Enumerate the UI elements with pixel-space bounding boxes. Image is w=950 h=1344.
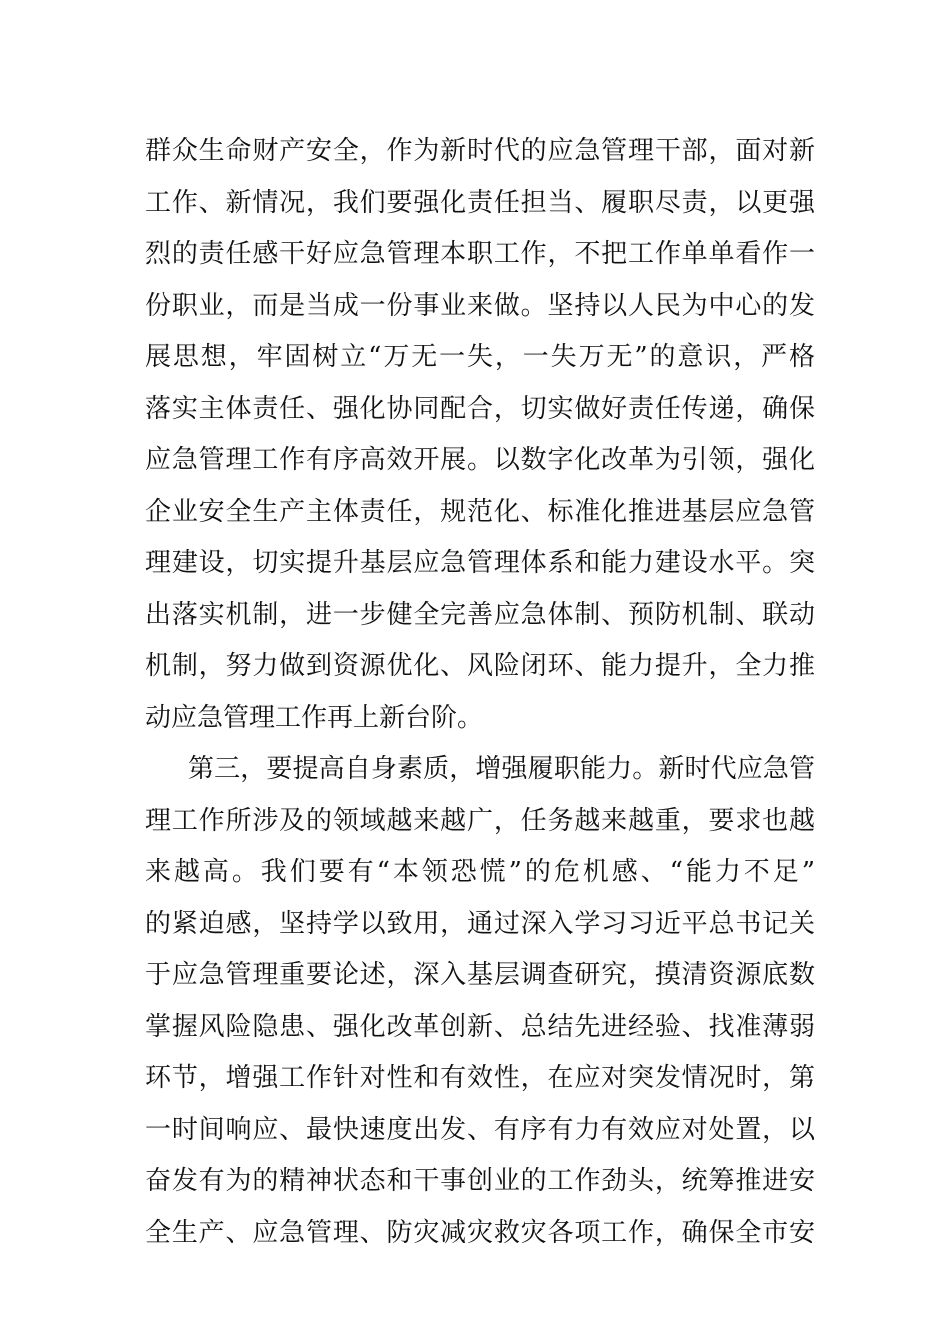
paragraph-line: 工作、新情况，我们要强化责任担当、履职尽责，以更强 <box>145 187 815 218</box>
paragraph-line: 于应急管理重要论述，深入基层调查研究，摸清资源底数 <box>145 960 815 990</box>
paragraph-line: 的紧迫感，坚持学以致用，通过深入学习习近平总书记关 <box>145 908 815 939</box>
paragraph-line: 来越高。我们要有“本领恐慌”的危机感、“能力不足” <box>145 857 815 887</box>
paragraph-line: 掌握风险隐患、强化改革创新、总结先进经验、找准薄弱 <box>145 1011 815 1042</box>
paragraph-2 <box>145 744 815 1259</box>
paragraph-line: 企业安全生产主体责任，规范化、标准化推进基层应急管 <box>145 496 815 527</box>
paragraph-line: 动应急管理工作再上新台阶。 <box>145 702 484 733</box>
paragraph-line: 展思想，牢固树立“万无一失，一失万无”的意识，严格 <box>145 342 815 372</box>
paragraph-line: 奋发有为的精神状态和干事创业的工作劲头，统筹推进安 <box>145 1166 815 1196</box>
paragraph-line: 第三，要提高自身素质，增强履职能力。新时代应急管 <box>188 754 815 784</box>
paragraph-line: 机制，努力做到资源优化、风险闭环、能力提升，全力推 <box>145 651 815 681</box>
paragraph-line: 应急管理工作有序高效开展。以数字化改革为引领，强化 <box>145 445 815 475</box>
paragraph-line: 烈的责任感干好应急管理本职工作，不把工作单单看作一 <box>145 239 815 269</box>
paragraph-line: 理工作所涉及的领域越来越广，任务越来越重，要求也越 <box>145 805 815 836</box>
paragraph-1 <box>145 126 815 744</box>
paragraph-line: 落实主体责任、强化协同配合，切实做好责任传递，确保 <box>145 393 815 424</box>
paragraph-line: 份职业，而是当成一份事业来做。坚持以人民为中心的发 <box>145 290 815 321</box>
paragraph-line: 环节，增强工作针对性和有效性，在应对突发情况时，第 <box>145 1063 815 1093</box>
document-body <box>145 126 815 1259</box>
paragraph-line: 出落实机制，进一步健全完善应急体制、预防机制、联动 <box>145 599 815 630</box>
paragraph-line: 群众生命财产安全，作为新时代的应急管理干部，面对新 <box>145 136 815 166</box>
paragraph-line: 全生产、应急管理、防灾减灾救灾各项工作，确保全市安 <box>145 1217 815 1248</box>
paragraph-line: 一时间响应、最快速度出发、有序有力有效应对处置，以 <box>145 1114 815 1145</box>
paragraph-line: 理建设，切实提升基层应急管理体系和能力建设水平。突 <box>145 548 815 578</box>
